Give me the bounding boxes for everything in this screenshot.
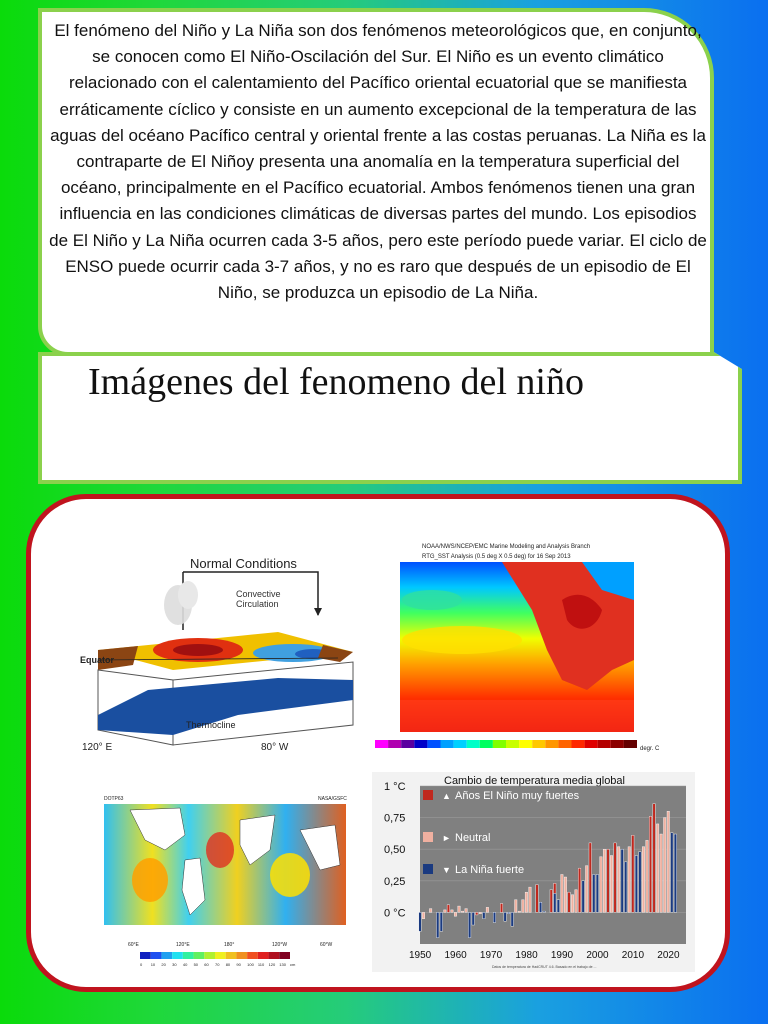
chart-bar [585, 866, 587, 913]
chart-bar [589, 843, 591, 913]
chart-x-tick: 2000 [586, 950, 609, 961]
world-map-scale-label: cm [290, 962, 296, 967]
chart-bar [468, 912, 470, 937]
chart-bar [624, 862, 626, 913]
world-map-scale-label: 120 [268, 962, 276, 967]
chart-x-tick: 1980 [515, 950, 538, 961]
lon-east-label: 80° W [261, 742, 289, 753]
chart-bar [575, 890, 577, 913]
chart-bar [649, 816, 651, 912]
chart-legend-swatch [423, 790, 433, 800]
world-map-scale-label: 30 [172, 962, 177, 967]
chart-bar [543, 911, 545, 912]
chart-bar [429, 909, 431, 913]
sst-colorbar-swatch [467, 740, 480, 748]
chart-bar [465, 909, 467, 913]
sst-colorbar-swatch [427, 740, 440, 748]
chart-bar [667, 811, 669, 912]
world-map-colorbar-swatch [226, 952, 237, 959]
chart-bar [507, 912, 509, 913]
world-map-colorbar-swatch [215, 952, 226, 959]
chart-y-tick: 0 °C [384, 907, 406, 920]
chart-bar [642, 847, 644, 913]
world-map-colorbar-swatch [204, 952, 215, 959]
world-map-scale-label: 20 [161, 962, 166, 967]
sst-colorbar-swatch [558, 740, 571, 748]
chart-bar [593, 874, 595, 912]
chart-footnote: Datos de temperatura de HadCRUT 4.6. Basado en el trabajo de ... [492, 965, 597, 969]
normal-conditions-diagram [78, 550, 368, 760]
world-map-colorbar-swatch [172, 952, 183, 959]
chart-bar [500, 904, 502, 913]
chart-bar [617, 847, 619, 913]
chart-bar [550, 890, 552, 913]
chart-bar [582, 881, 584, 913]
chart-legend-marker: ▼ [442, 865, 451, 875]
chart-bar [451, 910, 453, 913]
section-title: Imágenes del fenomeno del niño [88, 361, 584, 403]
chart-y-tick: 0,25 [384, 875, 406, 888]
world-map-colorbar-swatch [258, 952, 269, 959]
sst-colorbar-swatch [493, 740, 506, 748]
diagram-circulation-label: Circulation [236, 599, 279, 609]
chart-bar [653, 804, 655, 913]
world-map-scale-label: 40 [182, 962, 188, 967]
world-map-scale-label: 70 [215, 962, 220, 967]
world-map-scale-label: 60 [204, 962, 209, 967]
chart-bar [557, 900, 559, 913]
chart-bar [614, 843, 616, 913]
chart-y-tick: 0,75 [384, 812, 406, 825]
chart-bar [660, 834, 662, 912]
sst-colorbar-swatch [480, 740, 493, 748]
chart-bar [539, 902, 541, 912]
sst-colorbar [375, 740, 637, 748]
chart-bar [454, 912, 456, 916]
chart-bar [486, 907, 488, 912]
chart-bar [536, 885, 538, 913]
world-map-scale-label: 100 [247, 962, 254, 967]
chart-bar [444, 910, 446, 913]
chart-bar [621, 849, 623, 912]
world-map-scale-label: 80 [225, 962, 231, 967]
sst-colorbar-swatch [441, 740, 454, 748]
chart-bar [518, 911, 520, 912]
chart-bar [568, 892, 570, 912]
sst-colorbar-swatch [545, 740, 558, 748]
diagram-convective-label: Convective [236, 589, 281, 599]
world-map-colorbar-swatch [140, 952, 151, 959]
sst-unit: degr. C [640, 746, 660, 752]
sst-subheader: RTG_SST Analysis (0.5 deg X 0.5 deg) for 16 Sep 2013 [422, 554, 571, 560]
warm-core [173, 644, 223, 656]
chart-bar [607, 849, 609, 912]
world-map-scale-label: 0 [140, 962, 143, 967]
chart-legend-swatch [423, 864, 433, 874]
chart-bar [525, 892, 527, 912]
chart-bar [419, 912, 421, 931]
chart-bar [600, 857, 602, 913]
world-map-colorbar-swatch [279, 952, 290, 959]
world-map-lon-label: 120°E [176, 942, 190, 948]
chart-bar [646, 840, 648, 912]
chart-bar [511, 912, 513, 926]
chart-x-tick: 1960 [444, 950, 467, 961]
world-map-colorbar-swatch [151, 952, 162, 959]
world-map-colorbar-swatch [194, 952, 205, 959]
chart-bar [472, 912, 474, 925]
world-map-scale-label: 90 [236, 962, 241, 967]
world-map-left-label: DOTP63 [104, 796, 124, 802]
chart-bar [461, 911, 463, 912]
chart-bar [504, 912, 506, 921]
world-map-scale-label: 110 [257, 962, 265, 967]
sst-colorbar-swatch [454, 740, 467, 748]
chart-bar [554, 893, 556, 912]
chart-legend-swatch [423, 832, 433, 842]
thermocline-label: Thermocline [186, 720, 236, 730]
world-map-scale-label: 10 [150, 962, 156, 967]
sst-analysis-map [372, 540, 672, 752]
chart-bar [440, 912, 442, 931]
chart-x-tick: 2020 [657, 950, 680, 961]
chart-bar [561, 874, 563, 912]
chart-bar [596, 874, 598, 912]
chart-x-tick: 1990 [550, 950, 574, 961]
sst-colorbar-swatch [624, 740, 637, 748]
world-map-colorbar-swatch [236, 952, 247, 959]
cloud-icon-2 [178, 581, 198, 609]
chart-legend-marker: ▲ [442, 791, 451, 801]
chart-bar [663, 818, 665, 913]
world-map-colorbar-swatch [247, 952, 258, 959]
world-map-blob-3 [270, 853, 310, 897]
world-map-colorbar-swatch [161, 952, 172, 959]
chart-bar [479, 912, 481, 913]
chart-bar [529, 887, 531, 912]
chart-bar [493, 912, 495, 922]
sst-colorbar-swatch [519, 740, 532, 748]
equator-label: Equator [80, 655, 115, 665]
chart-title: Cambio de temperatura media global [444, 775, 625, 787]
chart-x-tick: 1950 [409, 950, 432, 961]
chart-bar [671, 833, 673, 913]
sst-colorbar-swatch [585, 740, 598, 748]
chart-y-tick: 1 °C [384, 781, 406, 793]
chart-bar [483, 912, 485, 918]
chart-legend-label: Años El Niño muy fuertes [455, 790, 580, 802]
world-map-lon-label: 60°E [128, 942, 139, 948]
chart-bar [578, 868, 580, 912]
chart-legend-label: Neutral [455, 832, 491, 844]
chart-bar [476, 912, 478, 915]
world-map-right-label: NASA/GSFC [318, 796, 347, 802]
chart-bar [628, 847, 630, 913]
chart-x-tick: 2010 [621, 950, 645, 961]
world-map-lon-label: 60°W [320, 942, 333, 948]
sst-colorbar-swatch [598, 740, 611, 748]
diagram-title: Normal Conditions [190, 556, 297, 571]
world-map-scale-label: 50 [193, 962, 199, 967]
sst-colorbar-swatch [506, 740, 519, 748]
sst-band [402, 626, 522, 654]
world-map-blob-2 [206, 832, 234, 868]
intro-paragraph: El fenómeno del Niño y La Niña son dos fenómenos meteorológicos que, en conjunto, se conocen como El Niño-Oscilación del Sur. El Niño es un evento climático relacionado con el calentamiento del Pacífico oriental ecuatorial que se manifiesta erráticamente cíclico y consiste en un aumento excepcional de la temperatura de las aguas del océano Pacífico central y oriental frente a las costas peruanas. La Niña es la contraparte de El Niñoy presenta una anomalía en la temperatura superficial del océano, principalmente en el Pacífico ecuatorial. Ambos fenómenos tienen una gran influencia en las condiciones climáticas de diversas partes del mundo. Los episodios de El Niño y La Niña ocurren cada 3-5 años, pero este período puede variar. El ciclo de ENSO puede ocurrir cada 3-7 años, y no es raro que después de un episodio de El Niño, se produzca un episodio de La Niña. [49, 21, 707, 303]
chart-bar [436, 912, 438, 937]
world-map-antarctica [104, 925, 346, 939]
sst-band-2 [402, 590, 462, 610]
chart-y-tick: 0,50 [384, 844, 406, 857]
lon-west-label: 120° E [82, 742, 113, 753]
chart-bar [515, 900, 517, 913]
sst-colorbar-swatch [414, 740, 427, 748]
sst-colorbar-swatch [375, 740, 388, 748]
chart-bar [603, 849, 605, 912]
chart-bar [522, 900, 524, 913]
chart-bar [674, 834, 676, 912]
chart-legend-label: La Niña fuerte [455, 864, 525, 876]
chart-bar [656, 824, 658, 912]
world-map-lon-label: 120°W [272, 942, 288, 948]
chart-bar [458, 906, 460, 912]
chart-bar [635, 856, 637, 913]
sst-colorbar-swatch [572, 740, 585, 748]
sst-colorbar-swatch [401, 740, 414, 748]
chart-bar [564, 877, 566, 912]
chart-bar [571, 895, 573, 913]
world-map-colorbar-swatch [269, 952, 280, 959]
chart-x-tick: 1970 [479, 950, 503, 961]
world-sea-level-map [90, 790, 355, 975]
chart-bar [610, 856, 612, 913]
chart-bar [422, 912, 424, 918]
sst-colorbar-swatch [388, 740, 401, 748]
sst-warm-band [400, 700, 634, 732]
world-map-scale-label: 130 [279, 962, 286, 967]
chart-bar [639, 852, 641, 913]
chart-legend-marker: ► [442, 833, 451, 843]
world-map-lon-label: 180° [224, 942, 235, 948]
sst-colorbar-swatch [532, 740, 545, 748]
circulation-arrow-head [314, 608, 322, 616]
sst-colorbar-swatch [611, 740, 624, 748]
world-map-blob-1 [132, 858, 168, 902]
temperature-change-chart [372, 772, 695, 972]
chart-bar [447, 905, 449, 913]
chart-bar [632, 835, 634, 912]
world-map-colorbar-swatch [183, 952, 194, 959]
sst-header: NOAA/NWS/NCEP/EMC Marine Modeling and Analysis Branch [422, 544, 591, 550]
